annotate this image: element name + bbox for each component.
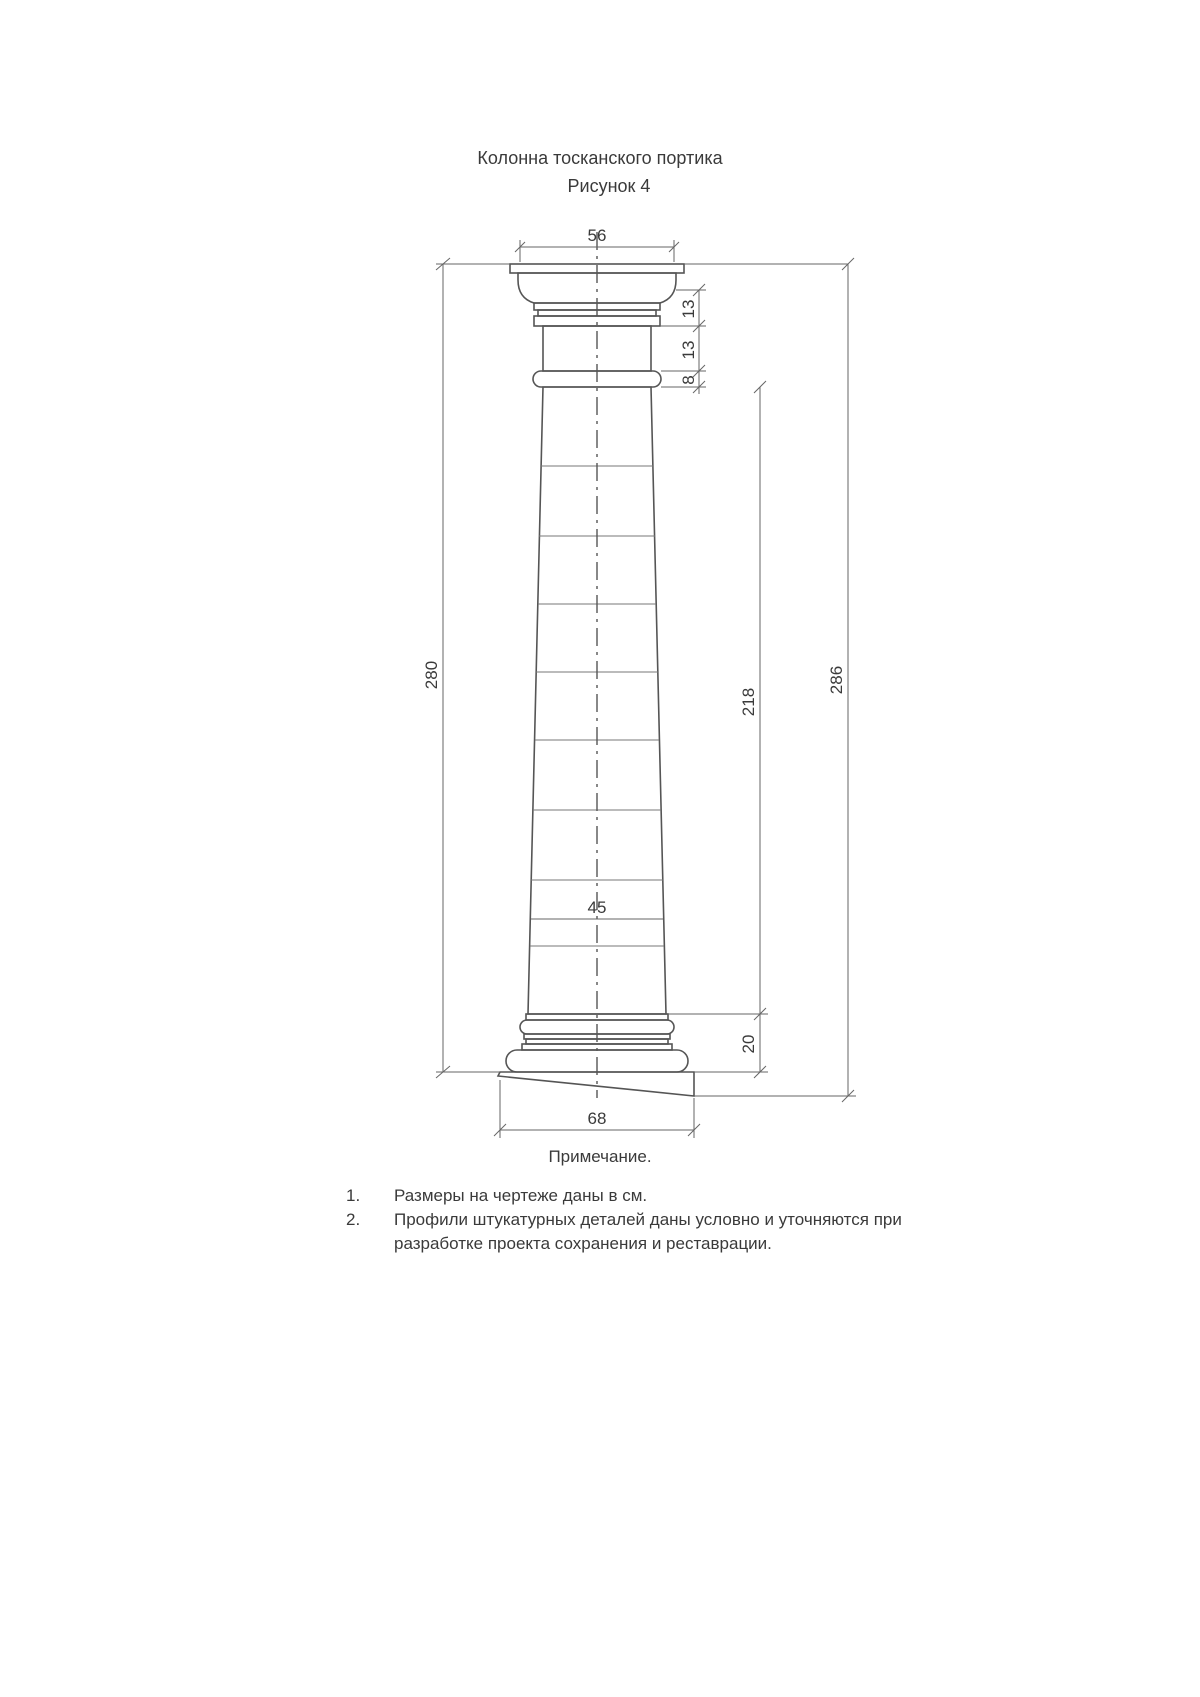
note-text: Профили штукатурных деталей даны условно и уточняются при разработке проекта сохранения и реставрации.: [394, 1210, 902, 1253]
plinth: [498, 1072, 694, 1096]
dim-capital-1: 13: [679, 299, 698, 319]
dim-total-right: 286: [827, 665, 846, 695]
dimension-lines: [436, 240, 856, 1138]
note-item: [346, 1184, 906, 1208]
title-line-2: Рисунок 4: [567, 176, 651, 196]
title-line-1: Колонна тосканского портика: [477, 148, 723, 168]
dim-base-height: 20: [739, 1034, 758, 1054]
dim-total-left: 280: [422, 660, 441, 690]
note-item: [346, 1208, 906, 1256]
column-outline: [498, 264, 694, 1096]
note-text: Размеры на чертеже даны в см.: [394, 1186, 648, 1205]
dim-shaft-height: 218: [739, 687, 758, 717]
dim-shaft-diameter: 45: [587, 898, 607, 917]
notes-list: [346, 1184, 906, 1256]
dim-capital-2: 13: [679, 340, 698, 360]
dim-top-width: 56: [587, 226, 607, 245]
note-number: 1.: [346, 1186, 361, 1205]
note-number: 2.: [346, 1210, 361, 1229]
notes-heading: Примечание.: [548, 1147, 652, 1166]
dim-astragal: 8: [679, 375, 698, 385]
dim-plinth-width: 68: [587, 1109, 607, 1128]
